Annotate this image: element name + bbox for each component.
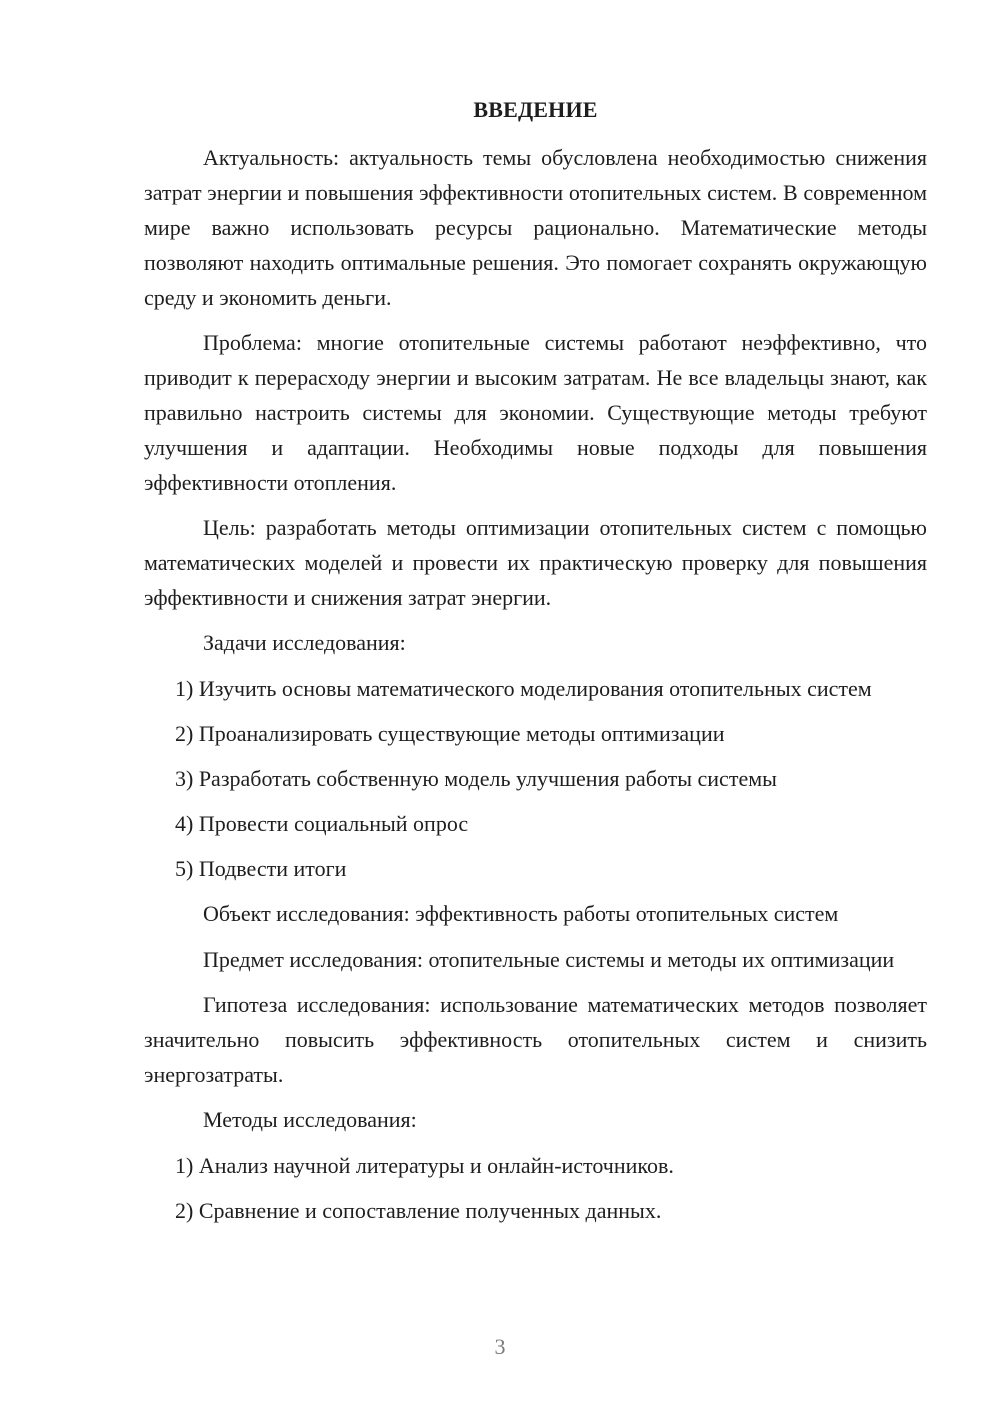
task-item: 4) Провести социальный опрос	[175, 811, 469, 836]
subject-paragraph: Предмет исследования: отопительные системы и методы их оптимизации	[203, 947, 895, 972]
page-number: 3	[494, 1334, 506, 1359]
method-item: 2) Сравнение и сопоставление полученных данных.	[175, 1198, 662, 1223]
hypothesis-paragraph: Гипотеза исследования: использование математических методов позволяет значительно повысить эффективность отопительных систем и снизить энергозатраты.	[144, 992, 927, 1087]
method-item: 1) Анализ научной литературы и онлайн-источников.	[175, 1153, 674, 1178]
task-item: 3) Разработать собственную модель улучшения работы системы	[175, 766, 777, 791]
document-page	[144, 96, 927, 1238]
goal-paragraph: Цель: разработать методы оптимизации отопительных систем с помощью математических моделей и провести их практическую проверку для повышения эффективности и снижения затрат энергии.	[144, 515, 927, 610]
task-item: 1) Изучить основы математического моделирования отопительных систем	[175, 676, 872, 701]
page-title: ВВЕДЕНИЕ	[473, 97, 598, 122]
task-item: 2) Проанализировать существующие методы оптимизации	[175, 721, 725, 746]
relevance-paragraph: Актуальность: актуальность темы обусловлена необходимостью снижения затрат энергии и повышения эффективности отопительных систем. В современном мире важно использовать ресурсы рационально. Математические методы позволяют находить оптимальные решения. Это помогает сохранять окружающую среду и экономить деньги.	[144, 145, 927, 310]
problem-paragraph: Проблема: многие отопительные системы работают неэффективно, что приводит к перерасходу энергии и высоким затратам. Не все владельцы знают, как правильно настроить системы для экономии. Существующие методы требуют улучшения и адаптации. Необходимы новые подходы для повышения эффективности отопления.	[144, 330, 927, 495]
tasks-heading: Задачи исследования:	[203, 630, 406, 655]
object-paragraph: Объект исследования: эффективность работы отопительных систем	[203, 901, 839, 926]
task-item: 5) Подвести итоги	[175, 856, 347, 881]
methods-heading: Методы исследования:	[203, 1107, 417, 1132]
